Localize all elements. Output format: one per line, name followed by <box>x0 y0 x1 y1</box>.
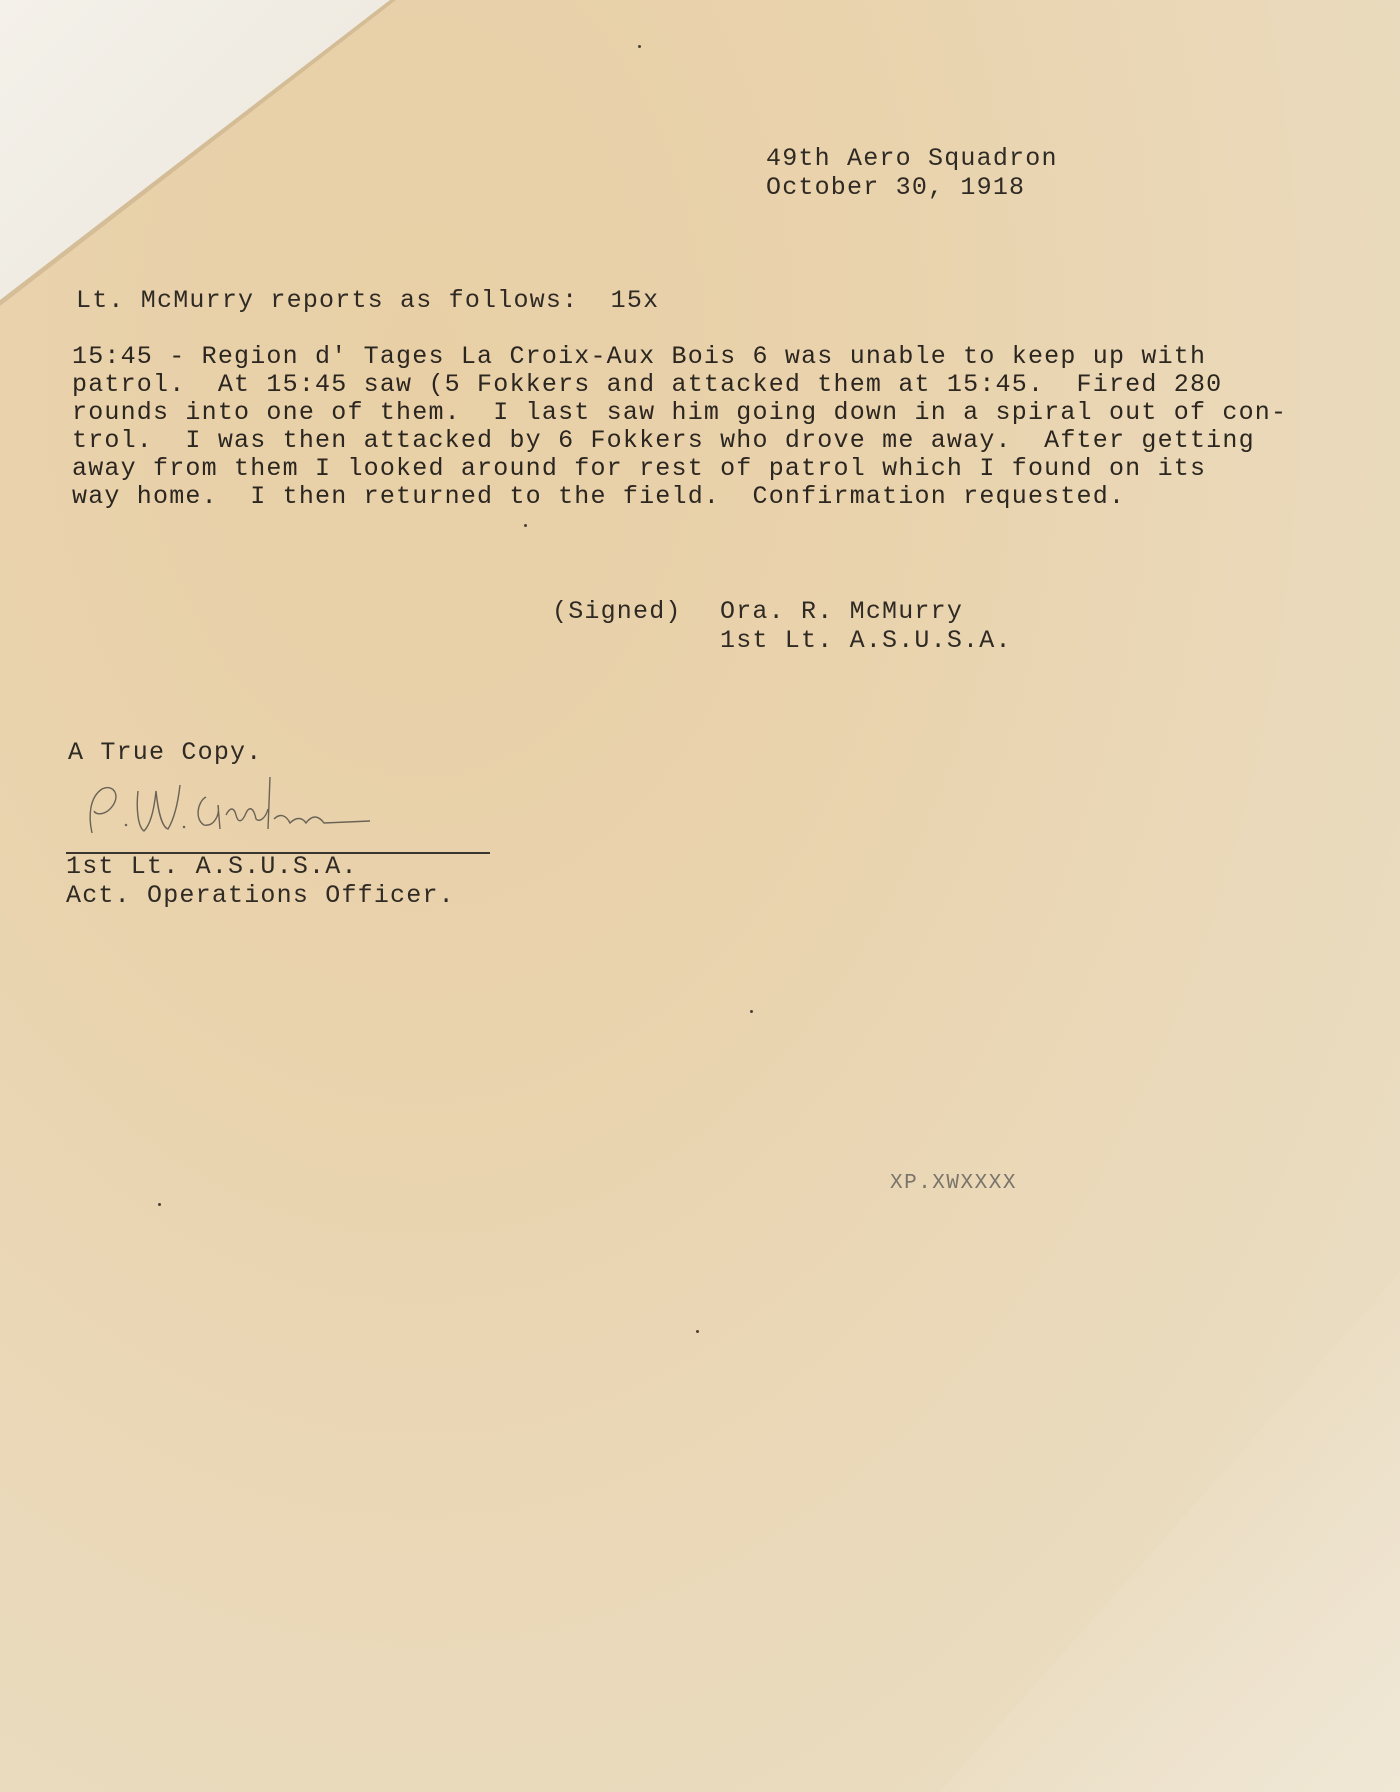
paper-fade <box>940 1272 1400 1792</box>
signed-label: (Signed) <box>552 597 682 626</box>
report-date: October 30, 1918 <box>766 173 1026 202</box>
paper-speck <box>158 1203 161 1206</box>
signer-rank: 1st Lt. A.S.U.S.A. <box>720 626 1012 655</box>
copy-signer-title: Act. Operations Officer. <box>66 881 455 910</box>
paper-speck <box>750 1010 753 1013</box>
report-body <box>72 343 1342 511</box>
report-line: patrol. At 15:45 saw (5 Fokkers and attacked them at 15:45. Fired 280 <box>72 370 1223 399</box>
handwritten-signature <box>80 775 400 845</box>
paper-speck <box>696 1330 699 1333</box>
file-reference-mark: XP.XWXXXX <box>890 1172 1017 1195</box>
squadron-name: 49th Aero Squadron <box>766 144 1058 173</box>
report-line: rounds into one of them. I last saw him going down in a spiral out of con- <box>72 398 1288 427</box>
report-intro: Lt. McMurry reports as follows: 15x <box>76 286 660 315</box>
copy-signer-rank: 1st Lt. A.S.U.S.A. <box>66 852 358 881</box>
paper-speck <box>638 45 641 48</box>
paper-speck <box>524 524 527 527</box>
true-copy-label: A True Copy. <box>68 738 263 767</box>
report-line: away from them I looked around for rest of patrol which I found on its <box>72 454 1207 483</box>
report-line: 15:45 - Region d' Tages La Croix-Aux Bois 6 was unable to keep up with <box>72 342 1207 371</box>
report-line: trol. I was then attacked by 6 Fokkers who drove me away. After getting <box>72 426 1255 455</box>
report-line: way home. I then returned to the field. Confirmation requested. <box>72 482 1126 511</box>
signer-name: Ora. R. McMurry <box>720 597 964 626</box>
folded-corner <box>0 0 390 300</box>
